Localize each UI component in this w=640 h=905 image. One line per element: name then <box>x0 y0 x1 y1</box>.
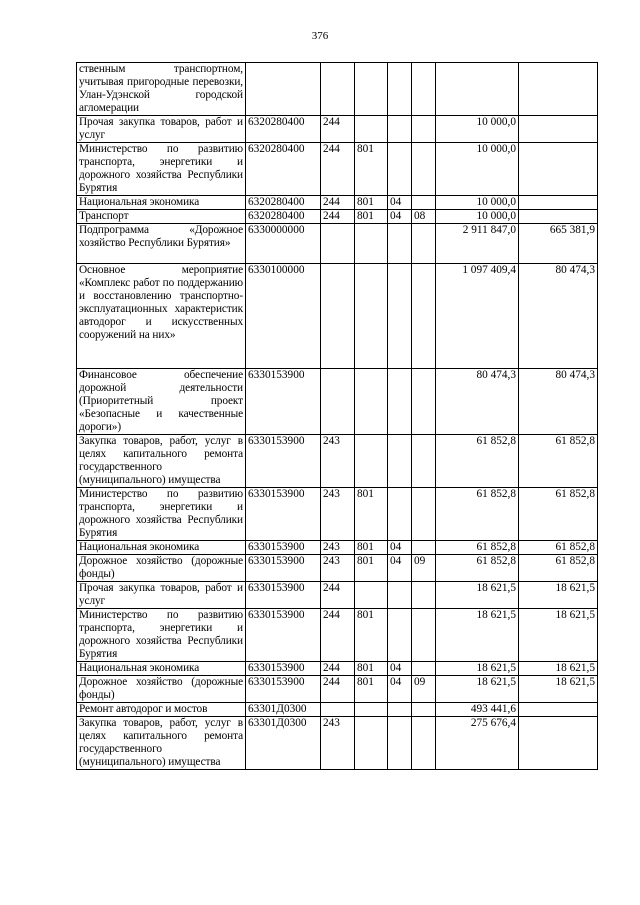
table-row <box>77 369 598 435</box>
cell-ministry-code: 801 <box>355 541 388 555</box>
cell-ministry-code <box>355 582 388 609</box>
cell-name: Дорожное хозяйство (дорожные фонды) <box>77 676 246 703</box>
cell-sum-total: 61 852,8 <box>436 555 519 582</box>
cell-section <box>388 224 412 264</box>
cell-subsection <box>412 488 436 541</box>
cell-sum-federal <box>519 210 598 224</box>
cell-subsection: 09 <box>412 555 436 582</box>
cell-target-code: 6330153900 <box>246 555 321 582</box>
cell-name: Транспорт <box>77 210 246 224</box>
cell-section <box>388 488 412 541</box>
table-row <box>77 143 598 196</box>
cell-name: Ремонт автодорог и мостов <box>77 703 246 717</box>
cell-section <box>388 717 412 770</box>
cell-section <box>388 143 412 196</box>
cell-expense-type <box>321 63 355 116</box>
cell-expense-type <box>321 224 355 264</box>
cell-target-code: 6320280400 <box>246 143 321 196</box>
cell-target-code: 6330153900 <box>246 676 321 703</box>
table-row <box>77 541 598 555</box>
cell-subsection: 09 <box>412 676 436 703</box>
cell-name: Основное мероприятие «Комплекс работ по поддержанию и восстановлению транспортно-эксплуатационных характеристик автодорог и искусственных сооружений на них» <box>77 264 246 369</box>
budget-table <box>76 62 598 770</box>
cell-section: 04 <box>388 662 412 676</box>
cell-target-code: 63301Д0300 <box>246 717 321 770</box>
cell-sum-federal: 18 621,5 <box>519 582 598 609</box>
cell-expense-type: 244 <box>321 582 355 609</box>
cell-sum-total: 18 621,5 <box>436 582 519 609</box>
cell-ministry-code <box>355 703 388 717</box>
cell-target-code <box>246 63 321 116</box>
cell-section <box>388 63 412 116</box>
cell-subsection <box>412 224 436 264</box>
cell-name: Закупка товаров, работ, услуг в целях капитального ремонта государственного (муниципального) имущества <box>77 435 246 488</box>
cell-ministry-code: 801 <box>355 196 388 210</box>
table-row <box>77 676 598 703</box>
cell-expense-type: 243 <box>321 488 355 541</box>
cell-subsection: 08 <box>412 210 436 224</box>
cell-target-code: 6330000000 <box>246 224 321 264</box>
cell-expense-type <box>321 264 355 369</box>
cell-expense-type: 244 <box>321 609 355 662</box>
cell-name: Министерство по развитию транспорта, энергетики и дорожного хозяйства Республики Бурятия <box>77 609 246 662</box>
cell-sum-federal: 61 852,8 <box>519 555 598 582</box>
cell-ministry-code: 801 <box>355 143 388 196</box>
cell-subsection <box>412 143 436 196</box>
cell-subsection <box>412 196 436 210</box>
cell-section <box>388 435 412 488</box>
cell-expense-type: 244 <box>321 143 355 196</box>
cell-section: 04 <box>388 555 412 582</box>
cell-sum-federal: 18 621,5 <box>519 676 598 703</box>
cell-target-code: 6330153900 <box>246 609 321 662</box>
cell-sum-total: 61 852,8 <box>436 541 519 555</box>
cell-target-code: 6320280400 <box>246 116 321 143</box>
cell-ministry-code <box>355 224 388 264</box>
cell-section <box>388 582 412 609</box>
cell-name: Прочая закупка товаров, работ и услуг <box>77 582 246 609</box>
table-row <box>77 662 598 676</box>
cell-sum-total: 18 621,5 <box>436 662 519 676</box>
table-row <box>77 116 598 143</box>
cell-ministry-code <box>355 264 388 369</box>
cell-subsection <box>412 435 436 488</box>
cell-ministry-code: 801 <box>355 488 388 541</box>
table-row <box>77 582 598 609</box>
cell-target-code: 63301Д0300 <box>246 703 321 717</box>
cell-section: 04 <box>388 676 412 703</box>
cell-ministry-code: 801 <box>355 210 388 224</box>
cell-expense-type <box>321 369 355 435</box>
cell-target-code: 6330153900 <box>246 582 321 609</box>
table-row <box>77 555 598 582</box>
cell-sum-federal <box>519 717 598 770</box>
cell-target-code: 6320280400 <box>246 210 321 224</box>
cell-target-code: 6330153900 <box>246 435 321 488</box>
cell-expense-type: 244 <box>321 116 355 143</box>
cell-section: 04 <box>388 196 412 210</box>
cell-expense-type: 244 <box>321 210 355 224</box>
cell-expense-type: 243 <box>321 555 355 582</box>
cell-subsection <box>412 662 436 676</box>
cell-name: Дорожное хозяйство (дорожные фонды) <box>77 555 246 582</box>
cell-subsection <box>412 63 436 116</box>
cell-ministry-code <box>355 717 388 770</box>
cell-sum-total: 10 000,0 <box>436 196 519 210</box>
cell-sum-total: 10 000,0 <box>436 210 519 224</box>
cell-target-code: 6330153900 <box>246 662 321 676</box>
cell-sum-federal: 80 474,3 <box>519 264 598 369</box>
cell-ministry-code <box>355 435 388 488</box>
cell-name: Закупка товаров, работ, услуг в целях капитального ремонта государственного (муниципального) имущества <box>77 717 246 770</box>
cell-sum-total: 80 474,3 <box>436 369 519 435</box>
cell-section <box>388 703 412 717</box>
cell-target-code: 6330153900 <box>246 541 321 555</box>
cell-sum-federal: 665 381,9 <box>519 224 598 264</box>
table-row <box>77 264 598 369</box>
cell-sum-total: 18 621,5 <box>436 609 519 662</box>
cell-sum-federal: 61 852,8 <box>519 488 598 541</box>
cell-expense-type: 243 <box>321 435 355 488</box>
cell-sum-total: 10 000,0 <box>436 116 519 143</box>
cell-name: Министерство по развитию транспорта, энергетики и дорожного хозяйства Республики Бурятия <box>77 488 246 541</box>
cell-sum-total: 275 676,4 <box>436 717 519 770</box>
cell-subsection <box>412 609 436 662</box>
table-row <box>77 435 598 488</box>
cell-subsection <box>412 717 436 770</box>
cell-expense-type: 244 <box>321 676 355 703</box>
cell-sum-federal <box>519 196 598 210</box>
cell-section <box>388 369 412 435</box>
cell-name: Прочая закупка товаров, работ и услуг <box>77 116 246 143</box>
cell-name: Национальная экономика <box>77 196 246 210</box>
cell-ministry-code: 801 <box>355 676 388 703</box>
cell-sum-federal: 18 621,5 <box>519 662 598 676</box>
cell-subsection <box>412 703 436 717</box>
cell-subsection <box>412 541 436 555</box>
cell-name: Министерство по развитию транспорта, энергетики и дорожного хозяйства Республики Бурятия <box>77 143 246 196</box>
cell-name: ственным транспортном, учитывая пригородные перевозки, Улан-Удэнской городской агломерации <box>77 63 246 116</box>
cell-section <box>388 116 412 143</box>
cell-sum-total: 61 852,8 <box>436 435 519 488</box>
cell-sum-federal: 80 474,3 <box>519 369 598 435</box>
cell-sum-total: 10 000,0 <box>436 143 519 196</box>
cell-subsection <box>412 369 436 435</box>
cell-sum-federal: 61 852,8 <box>519 435 598 488</box>
page-number: 376 <box>311 30 329 42</box>
cell-ministry-code <box>355 116 388 143</box>
cell-name: Национальная экономика <box>77 662 246 676</box>
cell-name: Национальная экономика <box>77 541 246 555</box>
cell-subsection <box>412 264 436 369</box>
cell-sum-federal: 61 852,8 <box>519 541 598 555</box>
cell-section <box>388 264 412 369</box>
cell-expense-type: 244 <box>321 662 355 676</box>
table-row <box>77 717 598 770</box>
table-row <box>77 703 598 717</box>
cell-sum-total: 18 621,5 <box>436 676 519 703</box>
cell-ministry-code <box>355 369 388 435</box>
cell-target-code: 6320280400 <box>246 196 321 210</box>
table-row <box>77 210 598 224</box>
cell-section: 04 <box>388 210 412 224</box>
cell-target-code: 6330153900 <box>246 488 321 541</box>
cell-section: 04 <box>388 541 412 555</box>
cell-sum-total: 61 852,8 <box>436 488 519 541</box>
table-row <box>77 63 598 116</box>
table-row <box>77 196 598 210</box>
cell-section <box>388 609 412 662</box>
cell-name: Подпрограмма «Дорожное хозяйство Республики Бурятия» <box>77 224 246 264</box>
cell-target-code: 6330153900 <box>246 369 321 435</box>
cell-sum-federal: 18 621,5 <box>519 609 598 662</box>
cell-sum-total: 493 441,6 <box>436 703 519 717</box>
cell-sum-federal <box>519 63 598 116</box>
cell-sum-federal <box>519 703 598 717</box>
cell-expense-type: 243 <box>321 717 355 770</box>
cell-expense-type <box>321 703 355 717</box>
cell-subsection <box>412 582 436 609</box>
cell-sum-total: 1 097 409,4 <box>436 264 519 369</box>
cell-sum-total <box>436 63 519 116</box>
cell-subsection <box>412 116 436 143</box>
cell-target-code: 6330100000 <box>246 264 321 369</box>
cell-expense-type: 243 <box>321 541 355 555</box>
cell-sum-federal <box>519 116 598 143</box>
cell-ministry-code <box>355 63 388 116</box>
cell-sum-federal <box>519 143 598 196</box>
cell-name: Финансовое обеспечение дорожной деятельности (Приоритетный проект «Безопасные и качественные дороги») <box>77 369 246 435</box>
cell-expense-type: 244 <box>321 196 355 210</box>
cell-sum-total: 2 911 847,0 <box>436 224 519 264</box>
table-row <box>77 488 598 541</box>
table-row <box>77 609 598 662</box>
table-row <box>77 224 598 264</box>
cell-ministry-code: 801 <box>355 609 388 662</box>
cell-ministry-code: 801 <box>355 555 388 582</box>
cell-ministry-code: 801 <box>355 662 388 676</box>
